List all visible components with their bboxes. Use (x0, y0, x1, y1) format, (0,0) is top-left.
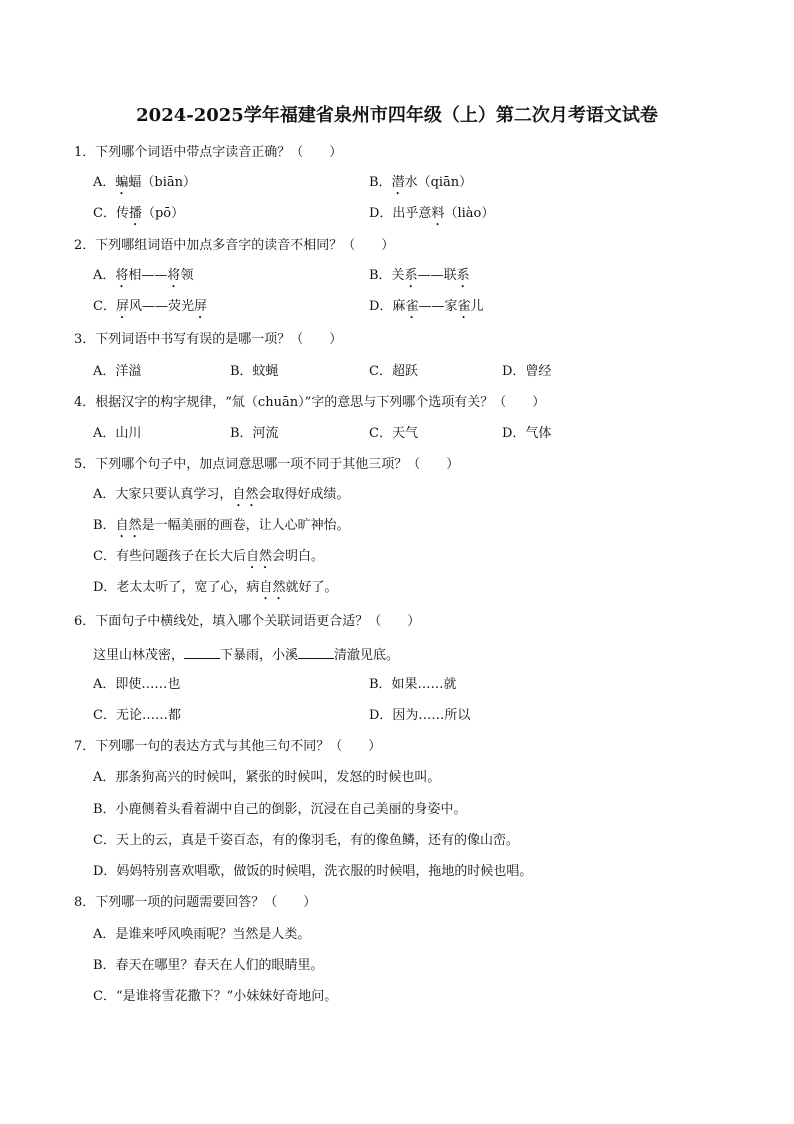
dotted-char: 屏 (115, 299, 129, 314)
option-text: B． (93, 518, 116, 533)
fill-blank-2[interactable] (298, 645, 334, 659)
question-8-stem: 8．下列哪一项的问题需要回答？（ ） (74, 895, 317, 910)
question-2-option-b[interactable] (369, 267, 470, 291)
question-3-option-a[interactable]: A．洋溢 (93, 364, 142, 379)
dotted-char: 雀 (457, 299, 471, 314)
question-6-option-b[interactable]: B．如果……就 (369, 677, 457, 692)
option-text: 相—— (128, 268, 168, 283)
question-7-option-d[interactable]: D．妈妈特别喜欢唱歌，做饭的时候唱，洗衣服的时候唱，拖地的时候也唱。 (93, 864, 533, 879)
option-text: （pō） (141, 206, 185, 221)
option-text: D．老太太听了，宽了心，病 (93, 580, 260, 595)
option-text: B． (369, 175, 392, 190)
dotted-char: 潜 (391, 175, 405, 190)
option-text: 会明白。 (271, 549, 324, 564)
option-text: 蝠（biān） (128, 175, 197, 190)
question-1-stem: 1．下列哪个词语中带点字读音正确？（ ） (74, 145, 343, 160)
question-4-option-d[interactable]: D．气体 (502, 426, 552, 441)
question-5-option-c[interactable] (93, 548, 324, 572)
question-3-option-c[interactable]: C．超跃 (369, 364, 418, 379)
option-text: 儿 (470, 299, 484, 314)
question-6-option-d[interactable]: D．因为……所以 (369, 708, 471, 723)
dotted-char: 播 (128, 206, 142, 221)
sentence-part: 这里山林茂密， (93, 648, 185, 663)
dotted-char: 屏 (193, 299, 207, 314)
option-text: ——家 (418, 299, 458, 314)
dotted-word: 自然 (259, 580, 286, 595)
dotted-char: 系 (404, 268, 418, 283)
question-4-option-c[interactable]: C．天气 (369, 426, 418, 441)
dotted-word: 自然 (245, 549, 272, 564)
dotted-char: 系 (456, 268, 470, 283)
question-6-option-a[interactable]: A．即使……也 (93, 677, 181, 692)
question-3-option-b[interactable]: B．蚊蝇 (230, 364, 279, 379)
option-text: 水（qiān） (404, 175, 473, 190)
dotted-char: 雀 (405, 299, 419, 314)
option-text: D．麻 (369, 299, 406, 314)
question-2-option-a[interactable] (93, 267, 193, 291)
dotted-char: 将 (115, 268, 129, 283)
dotted-char: 将 (167, 268, 181, 283)
question-6-sentence (93, 645, 399, 665)
option-text: 会取得好成绩。 (258, 487, 350, 502)
question-8-option-a[interactable]: A．是谁来呼风唤雨呢？当然是人类。 (93, 927, 311, 942)
question-4-option-b[interactable]: B．河流 (230, 426, 279, 441)
question-4-option-a[interactable]: A．山川 (93, 426, 142, 441)
question-2-option-d[interactable] (369, 298, 484, 322)
question-3-stem: 3．下列词语中书写有误的是哪一项？（ ） (74, 332, 343, 347)
dotted-char: 蝙 (115, 175, 129, 190)
question-7-stem: 7．下列哪一句的表达方式与其他三句不同？（ ） (74, 739, 382, 754)
question-2-stem: 2．下列哪组词语中加点多音字的读音不相同？（ ） (74, 238, 395, 253)
option-text: A． (93, 268, 116, 283)
question-1-option-b[interactable] (369, 174, 472, 198)
question-5-option-d[interactable] (93, 579, 337, 603)
option-text: D．出乎意 (369, 206, 432, 221)
option-text: C．有些问题孩子在长大后 (93, 549, 246, 564)
sentence-part: 清澈见底。 (334, 648, 400, 663)
question-1-option-c[interactable] (93, 205, 184, 229)
option-text: 领 (180, 268, 194, 283)
question-2-option-c[interactable] (93, 298, 207, 322)
option-text: 风——荧光 (128, 299, 194, 314)
question-6-stem: 6．下面句子中横线处，填入哪个关联词语更合适？（ ） (74, 614, 421, 629)
question-5-option-b[interactable] (93, 517, 350, 541)
exam-title: 2024-2025学年福建省泉州市四年级（上）第二次月考语文试卷 (136, 105, 658, 126)
question-7-option-a[interactable]: A．那条狗高兴的时候叫，紧张的时候叫，发怒的时候也叫。 (93, 770, 441, 785)
question-7-option-b[interactable]: B．小鹿侧着头看着湖中自己的倒影，沉浸在自己美丽的身姿中。 (93, 802, 467, 817)
question-1-option-d[interactable] (369, 205, 494, 229)
option-text: A．大家只要认真学习， (93, 487, 233, 502)
option-text: 就好了。 (285, 580, 338, 595)
question-8-option-c[interactable]: C．“是谁将雪花撒下？”小妹妹好奇地问。 (93, 989, 338, 1004)
option-text: C．传 (93, 206, 129, 221)
dotted-word: 自然 (115, 518, 142, 533)
question-1-option-a[interactable] (93, 174, 196, 198)
option-text: ——联 (417, 268, 457, 283)
question-3-option-d[interactable]: D．曾经 (502, 364, 552, 379)
question-7-option-c[interactable]: C．天上的云，真是千姿百态，有的像羽毛，有的像鱼鳞，还有的像山峦。 (93, 833, 519, 848)
question-6-option-c[interactable]: C．无论……都 (93, 708, 181, 723)
question-8-option-b[interactable]: B．春天在哪里？春天在人们的眼睛里。 (93, 958, 324, 973)
dotted-word: 自然 (232, 487, 259, 502)
question-5-option-a[interactable] (93, 486, 349, 510)
question-5-stem: 5．下列哪个句子中，加点词意思哪一项不同于其他三项？（ ） (74, 457, 460, 472)
fill-blank-1[interactable] (184, 645, 220, 659)
option-text: （liào） (444, 206, 495, 221)
question-4-stem: 4．根据汉字的构字规律，“氚（chuān）”字的意思与下列哪个选项有关？（ ） (74, 395, 546, 410)
option-text: A． (93, 175, 116, 190)
option-text: C． (93, 299, 116, 314)
option-text: B．关 (369, 268, 405, 283)
option-text: 是一幅美丽的画卷，让人心旷神怡。 (141, 518, 350, 533)
dotted-char: 料 (431, 206, 445, 221)
sentence-part: 下暴雨，小溪 (220, 648, 299, 663)
